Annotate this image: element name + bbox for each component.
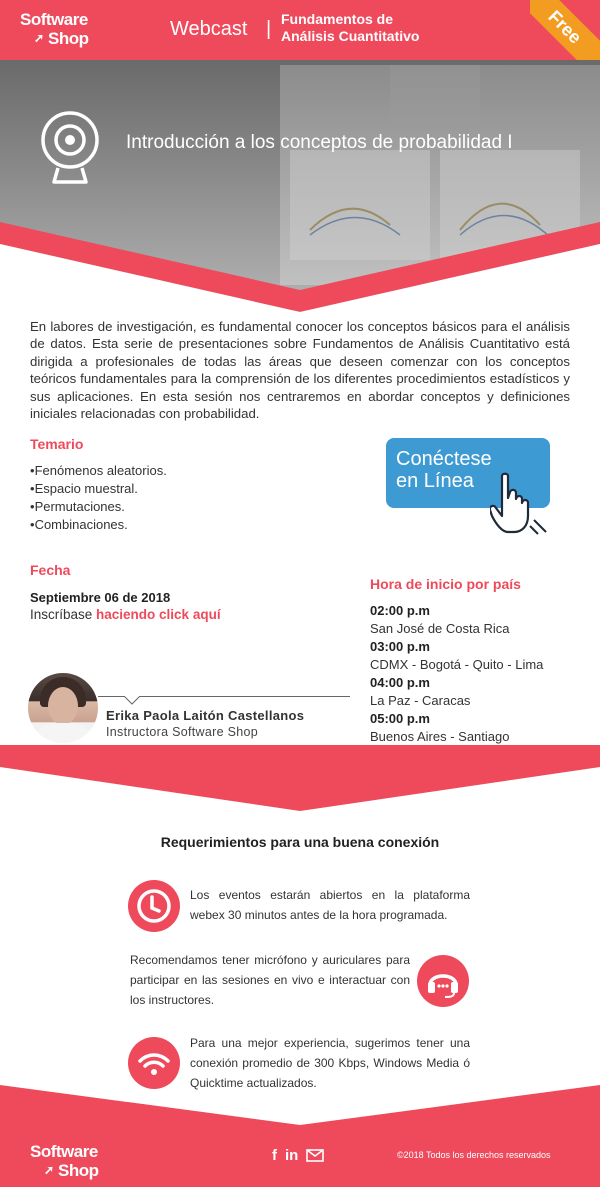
schedule-time: 02:00 p.m xyxy=(370,603,430,618)
series-title xyxy=(281,11,419,45)
fecha-heading: Fecha xyxy=(30,562,71,578)
footer-logo-arrow-icon: ➚ xyxy=(44,1163,55,1177)
wifi-icon xyxy=(128,1037,180,1089)
schedule-places: CDMX - Bogotá - Quito - Lima xyxy=(370,657,544,672)
temario-list xyxy=(30,462,167,534)
series-title-line1: Fundamentos de xyxy=(281,11,394,27)
hora-heading: Hora de inicio por país xyxy=(370,576,521,592)
logo-text-shop: Shop xyxy=(48,29,89,48)
footer-logo-text-shop: Shop xyxy=(58,1161,99,1180)
banner-chevron-divider xyxy=(0,222,600,312)
schedule-list xyxy=(370,602,543,746)
event-date: Septiembre 06 de 2018 xyxy=(30,590,171,605)
requirement-text-2: Recomendamos tener micrófono y auriculares para participar en las sesiones en vivo e interactuar con los instructores. xyxy=(130,953,410,1007)
list-item: • Fenómenos aleatorios. xyxy=(30,462,167,480)
middle-chevron-divider xyxy=(0,745,600,815)
connect-line2: en Línea xyxy=(396,470,474,492)
schedule-time: 03:00 p.m xyxy=(370,639,430,654)
free-badge: Free xyxy=(530,0,600,70)
schedule-places: Buenos Aires - Santiago xyxy=(370,729,510,744)
social-links xyxy=(272,1147,324,1164)
facebook-icon[interactable]: f xyxy=(272,1147,277,1164)
list-item: • Combinaciones. xyxy=(30,516,167,534)
register-link[interactable]: haciendo click aquí xyxy=(96,607,221,622)
list-item: • Permutaciones. xyxy=(30,498,167,516)
connect-online-button[interactable] xyxy=(386,436,552,536)
copyright-text: ©2018 Todos los derechos reservados xyxy=(397,1150,551,1160)
header-separator: | xyxy=(266,18,272,40)
series-title-line2: Análisis Cuantitativo xyxy=(281,28,420,44)
requirements-title: Requerimientos para una buena conexión xyxy=(160,834,440,850)
avatar-face xyxy=(48,687,78,725)
avatar-body xyxy=(34,723,92,743)
logo-text-software: Software xyxy=(20,10,88,29)
schedule-places: La Paz - Caracas xyxy=(370,693,471,708)
webinar-title: Introducción a los conceptos de probabilidad I xyxy=(126,132,513,153)
requirement-text-1: Los eventos estarán abiertos en la plataforma webex 30 minutos antes de la hora programada. xyxy=(190,888,470,922)
intro-paragraph: En labores de investigación, es fundamental conocer los conceptos básicos para el análisis de datos. Esta serie de presentaciones sobre Fundamentos de Análisis Cuantitativo está dirigida a profesionales de todas las áreas que deseen comenzar con los conceptos teóricos fundamentales para la comprensión de los diferentes procedimientos estadísticos y sus aplicaciones. En esta sesión nos centraremos en abordar conceptos y definiciones iniciales relacionadas con probabilidad. xyxy=(30,319,570,422)
webcam-icon xyxy=(38,110,102,186)
register-text xyxy=(30,607,221,622)
headset-icon xyxy=(417,955,469,1007)
schedule-time: 05:00 p.m xyxy=(370,711,430,726)
linkedin-icon[interactable]: in xyxy=(285,1147,299,1164)
webcast-label: Webcast xyxy=(170,18,248,40)
schedule-places: San José de Costa Rica xyxy=(370,621,510,636)
header xyxy=(0,0,600,60)
logo-arrow-icon: ➚ xyxy=(34,31,45,45)
divider-notch xyxy=(124,696,140,705)
clock-icon xyxy=(128,880,180,932)
register-prefix: Inscríbase xyxy=(30,607,97,622)
instructor-role: Instructora Software Shop xyxy=(106,725,259,739)
footer-logo[interactable] xyxy=(30,1140,120,1184)
software-shop-logo[interactable] xyxy=(20,8,110,52)
mail-icon[interactable] xyxy=(306,1149,324,1162)
instructor-name: Erika Paola Laitón Castellanos xyxy=(106,708,305,723)
connect-line1: Conéctese xyxy=(396,448,492,470)
requirement-text-3: Para una mejor experiencia, sugerimos tener una conexión promedio de 300 Kbps, Windows Media ó Quicktime actualizados. xyxy=(190,1036,470,1090)
footer-logo-text-software: Software xyxy=(30,1142,98,1161)
schedule-time: 04:00 p.m xyxy=(370,675,430,690)
instructor-avatar xyxy=(28,673,98,743)
list-item: • Espacio muestral. xyxy=(30,480,167,498)
pointer-hand-icon xyxy=(490,472,552,536)
temario-heading: Temario xyxy=(30,436,84,452)
